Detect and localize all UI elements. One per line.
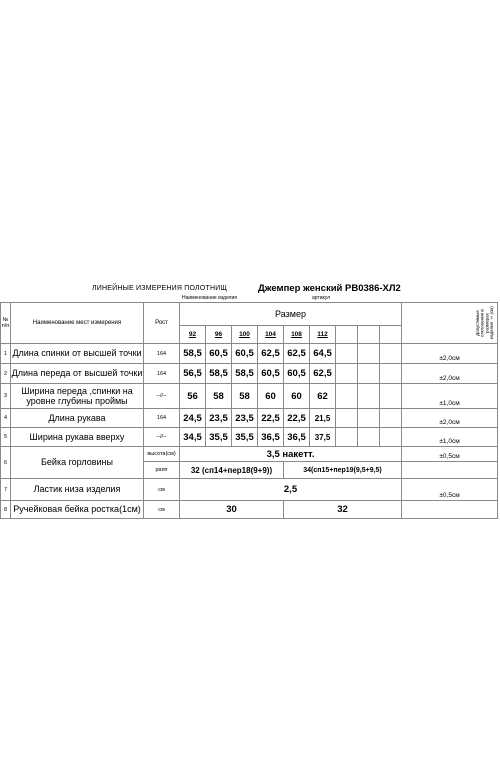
value-cell: 2,5 bbox=[180, 479, 402, 501]
value-cell: 34(сп15+пер19(9,5+9,5) bbox=[284, 462, 402, 479]
row-name: Бейка горловины bbox=[11, 447, 144, 479]
header-title-right: Джемпер женский РВ0386-ХЛ2 bbox=[258, 283, 401, 294]
tolerance-header-text: Допустимые отклонения в размерах изделия ± (см) bbox=[475, 306, 495, 340]
row-num: 5 bbox=[1, 428, 11, 447]
row-num: 7 bbox=[1, 479, 11, 501]
value-cell: 58,5 bbox=[232, 364, 258, 384]
value-cell: 3,5 накетт. bbox=[180, 447, 402, 462]
empty-cell bbox=[380, 326, 402, 344]
tolerance-cell: ±2,0см bbox=[402, 344, 498, 364]
label-product-name: Наименование изделия bbox=[182, 295, 237, 301]
row-growth: 164 bbox=[144, 409, 180, 428]
value-cell: 23,5 bbox=[232, 409, 258, 428]
value-cell: 36,5 bbox=[284, 428, 310, 447]
value-cell: 24,5 bbox=[180, 409, 206, 428]
row-num: 2 bbox=[1, 364, 11, 384]
value-cell: 23,5 bbox=[206, 409, 232, 428]
empty-cell bbox=[380, 364, 402, 384]
empty-cell bbox=[358, 344, 380, 364]
value-cell: 37,5 bbox=[310, 428, 336, 447]
row-name: Ручейковая бейка ростка(1см) bbox=[11, 501, 144, 519]
table-row bbox=[1, 479, 498, 501]
value-cell: 62,5 bbox=[310, 364, 336, 384]
col-size-header: Размер bbox=[180, 303, 402, 326]
size-header-cell: 96 bbox=[206, 326, 232, 344]
row-growth: 164 bbox=[144, 364, 180, 384]
value-cell: 32 (сп14+пер18(9+9)) bbox=[180, 462, 284, 479]
row-growth: 164 bbox=[144, 344, 180, 364]
value-cell: 22,5 bbox=[284, 409, 310, 428]
tolerance-cell: ±0,5см bbox=[402, 447, 498, 462]
empty-cell bbox=[336, 326, 358, 344]
table-row bbox=[1, 428, 498, 447]
value-cell: 22,5 bbox=[258, 409, 284, 428]
row-name: Длина спинки от высшей точки bbox=[11, 344, 144, 364]
size-header-cell: 92 bbox=[180, 326, 206, 344]
table-row bbox=[1, 501, 498, 519]
empty-cell bbox=[336, 364, 358, 384]
empty-cell bbox=[336, 344, 358, 364]
tolerance-cell: ±2,0см bbox=[402, 364, 498, 384]
value-cell: 30 bbox=[180, 501, 284, 519]
empty-cell bbox=[336, 384, 358, 409]
value-cell: 21,5 bbox=[310, 409, 336, 428]
value-cell: 64,5 bbox=[310, 344, 336, 364]
value-cell: 32 bbox=[284, 501, 402, 519]
empty-cell bbox=[358, 409, 380, 428]
value-cell: 60,5 bbox=[284, 364, 310, 384]
row-num: 1 bbox=[1, 344, 11, 364]
empty-cell bbox=[336, 409, 358, 428]
table-row bbox=[1, 384, 498, 409]
value-cell: 62 bbox=[310, 384, 336, 409]
value-cell: 60,5 bbox=[232, 344, 258, 364]
value-cell: 34,5 bbox=[180, 428, 206, 447]
empty-cell bbox=[336, 428, 358, 447]
table-row bbox=[1, 409, 498, 428]
tolerance-cell: ±1,0см bbox=[402, 428, 498, 447]
row-growth: высота(см) bbox=[144, 447, 180, 462]
size-header-cell: 100 bbox=[232, 326, 258, 344]
value-cell: 58,5 bbox=[206, 364, 232, 384]
table-header-row bbox=[1, 303, 498, 326]
row-growth: --//-- bbox=[144, 384, 180, 409]
table-row bbox=[1, 447, 498, 462]
row-name: Длина рукава bbox=[11, 409, 144, 428]
empty-cell bbox=[380, 409, 402, 428]
value-cell: 62,5 bbox=[284, 344, 310, 364]
row-growth: --//-- bbox=[144, 428, 180, 447]
empty-cell bbox=[380, 384, 402, 409]
empty-cell bbox=[402, 501, 498, 519]
row-name: Ширина переда ,спинки на уровне глубины проймы bbox=[11, 384, 144, 409]
size-header-cell: 108 bbox=[284, 326, 310, 344]
row-growth: см bbox=[144, 501, 180, 519]
empty-cell bbox=[358, 326, 380, 344]
row-num: 4 bbox=[1, 409, 11, 428]
value-cell: 62,5 bbox=[258, 344, 284, 364]
value-cell: 60 bbox=[284, 384, 310, 409]
value-cell: 58,5 bbox=[180, 344, 206, 364]
value-cell: 35,5 bbox=[232, 428, 258, 447]
empty-cell bbox=[380, 428, 402, 447]
table-row bbox=[1, 344, 498, 364]
value-cell: 60,5 bbox=[258, 364, 284, 384]
header-title-left: ЛИНЕЙНЫЕ ИЗМЕРЕНИЯ ПОЛОТНИЩ bbox=[92, 285, 228, 292]
row-growth: рапп bbox=[144, 462, 180, 479]
tolerance-cell: ±2,0см bbox=[402, 409, 498, 428]
empty-cell bbox=[358, 384, 380, 409]
row-name: Ширина рукава вверху bbox=[11, 428, 144, 447]
value-cell: 35,5 bbox=[206, 428, 232, 447]
empty-cell bbox=[358, 428, 380, 447]
tolerance-cell: ±1,0см bbox=[402, 384, 498, 409]
row-num: 8 bbox=[1, 501, 11, 519]
tolerance-cell: ±0,5см bbox=[402, 479, 498, 501]
value-cell: 60 bbox=[258, 384, 284, 409]
col-growth-header: Рост bbox=[144, 303, 180, 344]
empty-cell bbox=[358, 364, 380, 384]
col-name-header: Наименование мест измерения bbox=[11, 303, 144, 344]
value-cell: 60,5 bbox=[206, 344, 232, 364]
value-cell: 58 bbox=[232, 384, 258, 409]
col-tolerance-header bbox=[402, 303, 498, 344]
col-num-header: № п/п bbox=[1, 303, 11, 344]
label-article: артикул bbox=[312, 295, 331, 301]
row-num: 3 bbox=[1, 384, 11, 409]
row-growth: см bbox=[144, 479, 180, 501]
value-cell: 36,5 bbox=[258, 428, 284, 447]
size-header-cell: 104 bbox=[258, 326, 284, 344]
table-row bbox=[1, 364, 498, 384]
value-cell: 56,5 bbox=[180, 364, 206, 384]
row-name: Ластик низа изделия bbox=[11, 479, 144, 501]
value-cell: 56 bbox=[180, 384, 206, 409]
empty-cell bbox=[402, 462, 498, 479]
measurement-table bbox=[0, 302, 498, 519]
size-header-cell: 112 bbox=[310, 326, 336, 344]
row-name: Длина переда от высшей точки bbox=[11, 364, 144, 384]
value-cell: 58 bbox=[206, 384, 232, 409]
row-num: 6 bbox=[1, 447, 11, 479]
empty-cell bbox=[380, 344, 402, 364]
